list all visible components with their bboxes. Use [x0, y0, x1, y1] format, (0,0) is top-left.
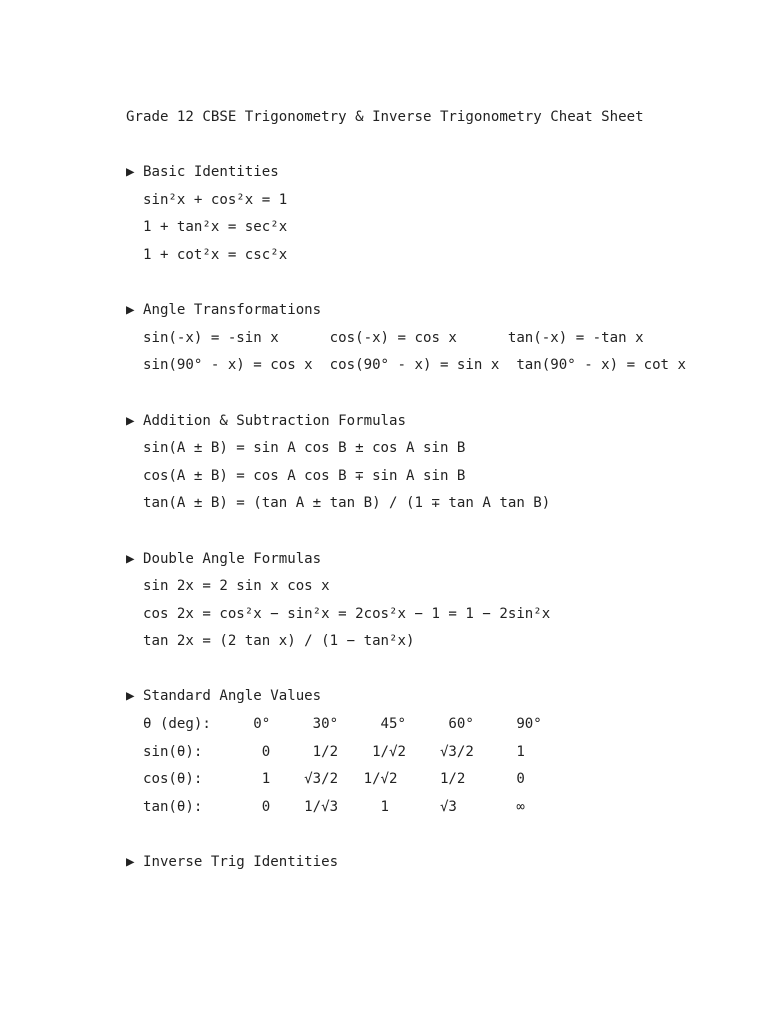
formula-line: cos(A ± B) = cos A cos B ∓ sin A sin B: [142, 467, 466, 484]
angle-table-cell: 1/2: [439, 771, 466, 788]
section-heading: [126, 849, 746, 877]
formula-row: [143, 325, 746, 353]
angle-table-header-label: θ (deg):: [142, 716, 211, 733]
triangle-right-icon: ▶: [126, 302, 135, 319]
angle-table-header-cell: 30°: [312, 716, 339, 733]
formula-line: sin(A ± B) = sin A cos B ± cos A sin B: [142, 440, 466, 457]
angle-table-cell: √3: [439, 798, 457, 815]
section-heading-label: Angle Transformations: [142, 302, 322, 319]
angle-table-header-cell: 90°: [516, 716, 542, 733]
formula-line: cos 2x = cos²x − sin²x = 2cos²x − 1 = 1 − 2sin²x: [142, 605, 551, 622]
triangle-right-icon: ▶: [126, 164, 135, 181]
formula-line: sin 2x = 2 sin x cos x: [142, 578, 330, 595]
angle-table-header-cell: 45°: [380, 716, 407, 733]
angle-table-row-tan: [143, 794, 746, 822]
page-title: Grade 12 CBSE Trigonometry & Inverse Trigonometry Cheat Sheet: [126, 109, 644, 125]
section-inverse-trig-identities: [126, 849, 746, 877]
angle-table-cell: √3/2: [304, 771, 339, 788]
formula-item: tan(90° - x) = cot x: [516, 357, 687, 374]
angle-table-cell: 1: [380, 798, 390, 815]
triangle-right-icon: ▶: [126, 550, 135, 567]
formula-item: cos(90° - x) = sin x: [329, 357, 500, 374]
formula-row: [143, 352, 746, 380]
section-double-angle: [126, 546, 746, 656]
section-standard-angle-values: [126, 683, 746, 821]
angle-table-header-cell: 60°: [448, 716, 474, 733]
formula-item: sin(90° - x) = cos x: [142, 357, 313, 374]
angle-table-cell: 1: [261, 771, 271, 788]
angle-table-cell: 0: [261, 798, 271, 815]
angle-table-cell: 1/√2: [372, 743, 407, 760]
angle-table-cell: 1/2: [312, 743, 339, 760]
angle-table-row-cos: [143, 766, 746, 794]
section-angle-transformations: [126, 297, 746, 380]
angle-table-cell: 1/√2: [363, 771, 398, 788]
angle-table-row-label: cos(θ):: [142, 771, 203, 788]
angle-table-cell: 0: [261, 743, 271, 760]
section-heading: [126, 159, 746, 187]
angle-table-header-cell: 0°: [253, 716, 271, 733]
triangle-right-icon: ▶: [126, 412, 135, 429]
formula-line: 1 + tan²x = sec²x: [142, 219, 288, 236]
section-heading-label: Inverse Trig Identities: [142, 854, 339, 871]
angle-table-cell: √3/2: [439, 743, 474, 760]
formula-item: cos(-x) = cos x: [329, 329, 457, 346]
angle-table-cell: 1: [516, 743, 525, 760]
section-addition-subtraction: [126, 408, 746, 518]
angle-table-row-sin: [143, 739, 746, 767]
angle-table-cell: ∞: [516, 798, 525, 815]
section-heading: [126, 408, 746, 436]
angle-table-header-row: [143, 711, 746, 739]
section-heading-label: Addition & Subtraction Formulas: [142, 412, 407, 429]
formula-line: 1 + cot²x = csc²x: [142, 246, 288, 263]
section-heading: [126, 546, 746, 574]
formula-item: sin(-x) = -sin x: [142, 329, 279, 346]
triangle-right-icon: ▶: [126, 854, 135, 871]
formula-line: tan(A ± B) = (tan A ± tan B) / (1 ∓ tan A tan B): [142, 495, 551, 512]
section-basic-identities: [126, 159, 746, 269]
formula-line: sin²x + cos²x = 1: [142, 191, 288, 208]
angle-table-row-label: tan(θ):: [142, 798, 203, 815]
section-heading: [126, 683, 746, 711]
angle-table-cell: 1/√3: [304, 798, 339, 815]
section-heading-label: Basic Identities: [142, 164, 279, 181]
section-heading: [126, 297, 746, 325]
formula-line: tan 2x = (2 tan x) / (1 − tan²x): [142, 633, 415, 650]
section-heading-label: Double Angle Formulas: [142, 550, 322, 567]
angle-table-row-label: sin(θ):: [142, 743, 203, 760]
formula-item: tan(-x) = -tan x: [507, 329, 644, 346]
angle-table-cell: 0: [516, 771, 525, 788]
section-heading-label: Standard Angle Values: [142, 688, 322, 705]
cheat-sheet-page: [126, 104, 746, 877]
triangle-right-icon: ▶: [126, 688, 135, 705]
